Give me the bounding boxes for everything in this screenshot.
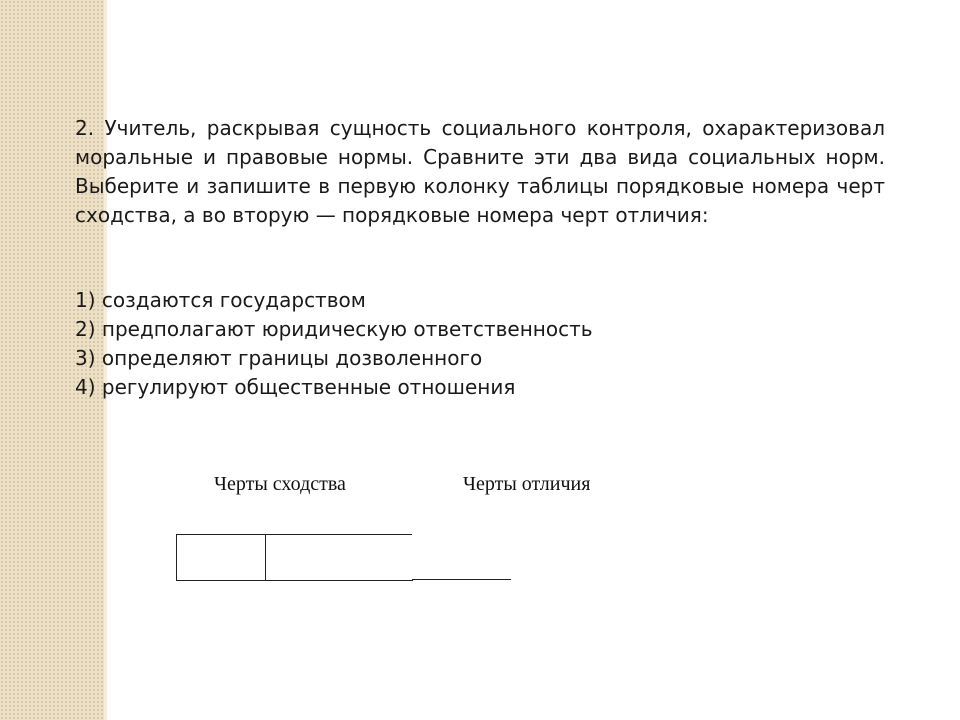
option-item: 2) предполагают юридическую ответственность [75,317,593,341]
answer-cell-1[interactable] [176,534,266,581]
option-item: 1) создаются государством [75,288,366,312]
similarities-header: Черты сходства [214,473,346,495]
answer-table [176,534,513,581]
answer-cell-3[interactable] [412,534,511,580]
option-item: 3) определяют границы дозволенного [75,346,483,370]
answer-cell-2[interactable] [265,534,413,581]
task-text: 2. Учитель, раскрывая сущность социального контроля, охарактеризовал моральные и правовые нормы. Сравните эти два вида социальных норм. Выберите и запишите в первую колонку таблицы порядковые номера черт сходства, а во вторую — порядковые номера черт отличия: [75,116,885,227]
options-list [75,286,593,402]
differences-header: Черты отличия [463,473,591,495]
option-item: 4) регулируют общественные отношения [75,375,516,399]
